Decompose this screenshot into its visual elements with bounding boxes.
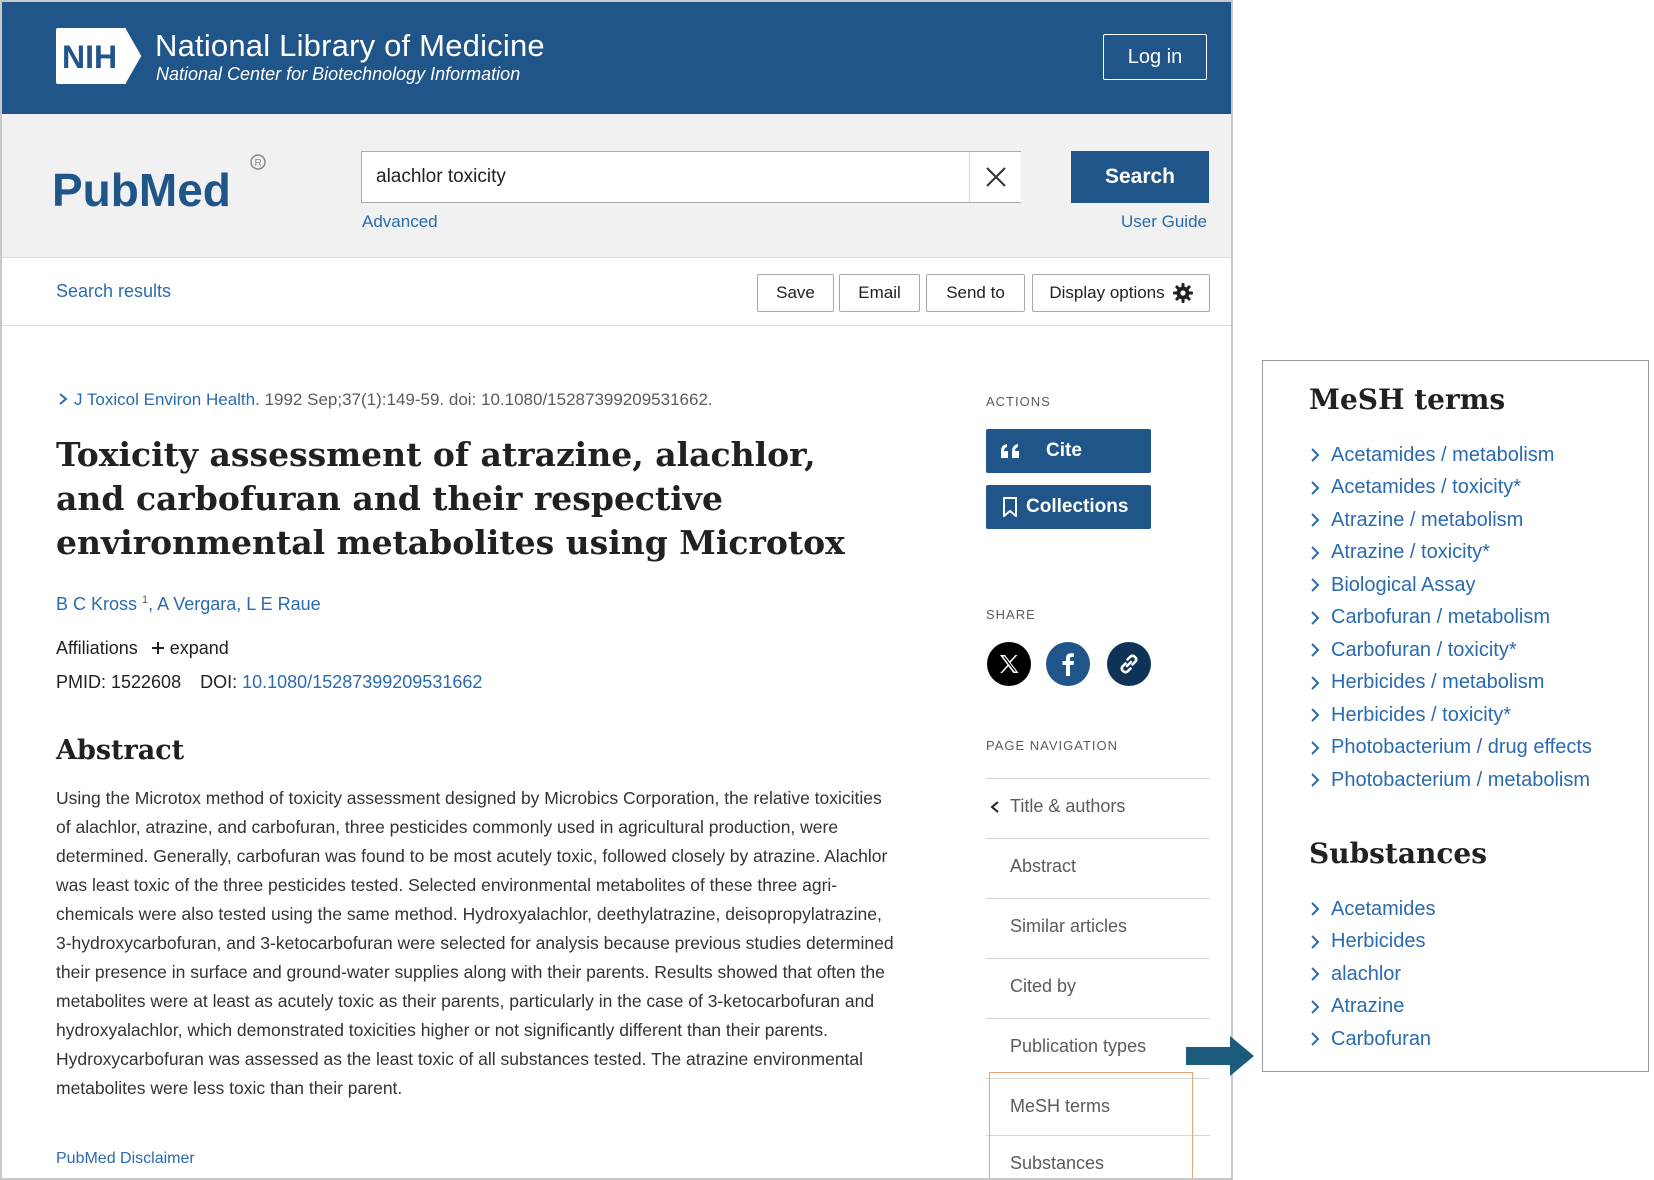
mesh-term-label: Herbicides / toxicity*: [1331, 703, 1512, 726]
journal-link[interactable]: J Toxicol Environ Health.: [74, 390, 260, 409]
nav-cited-by[interactable]: Cited by: [986, 958, 1210, 1014]
expand-label: expand: [169, 638, 229, 658]
login-button[interactable]: Log in: [1103, 34, 1207, 80]
email-button[interactable]: Email: [839, 274, 920, 312]
author-link[interactable]: B C Kross: [56, 594, 138, 614]
substance-item[interactable]: [1309, 926, 1436, 959]
mesh-term-label: Atrazine / metabolism: [1331, 508, 1524, 531]
chevron-right-icon: [1309, 740, 1331, 756]
chevron-right-icon: [1309, 577, 1331, 593]
bookmark-icon: [1002, 497, 1018, 517]
share-permalink-button[interactable]: [1107, 642, 1151, 686]
x-icon: [997, 652, 1021, 676]
share-x-button[interactable]: [987, 642, 1031, 686]
chevron-left-icon: [986, 800, 1010, 814]
close-icon: [985, 166, 1007, 188]
abstract-text: Using the Microtox method of toxicity assessment designed by Microbics Corporation, the relative toxicities of alachlor, atrazine, and carbofuran, three pesticides commonly used in agricultural production, were determined. Generally, carbofuran was found to be most acutely toxic, followed closely by atrazine. Alachlor was least toxic of the three pesticides tested. Selected environmental metabolites of these three agri-chemicals were also tested using the same method. Hydroxyalachlor, deethylatrazine, deisopropylatrazine, 3-hydroxycarbofuran, and 3-ketocarbofuran were selected for analysis because previous studies determined their presence in surface and ground-water supplies along with their parents. Results showed that often the metabolites were at least as acutely toxic as their parents, particularly in the case of 3-ketocarbofuran and hydroxyalachlor, which demonstrated toxicities higher or not significantly different than their parents. Hydroxycarbofuran was assessed as the least toxic of all substances tested. The atrazine environmental metabolites were less toxic than their parent.: [56, 788, 894, 1098]
chevron-right-icon: [1309, 901, 1331, 917]
chevron-right-icon: [1309, 545, 1331, 561]
expand-affiliations-button[interactable]: [151, 638, 229, 658]
mesh-term-label: Biological Assay: [1331, 573, 1476, 596]
facebook-icon: [1061, 652, 1075, 676]
mesh-term-label: Acetamides / toxicity*: [1331, 476, 1522, 499]
affiliation-marker[interactable]: 1: [142, 594, 149, 606]
pubmed-logo[interactable]: [52, 144, 277, 230]
search-button[interactable]: Search: [1071, 151, 1209, 203]
mesh-term-item[interactable]: [1309, 764, 1592, 797]
send-to-button[interactable]: Send to: [926, 274, 1025, 312]
mesh-terms-heading: MeSH terms: [1309, 383, 1506, 416]
chevron-right-icon: [1309, 447, 1331, 463]
substance-item[interactable]: [1309, 991, 1436, 1024]
svg-text:R: R: [254, 158, 262, 169]
clear-search-button[interactable]: [969, 152, 1021, 202]
search-box: [361, 151, 1021, 203]
cite-button[interactable]: [986, 429, 1151, 473]
mesh-term-item[interactable]: [1309, 732, 1592, 765]
substance-label: Acetamides: [1331, 897, 1436, 920]
actions-heading: ACTIONS: [986, 394, 1051, 409]
substance-label: alachlor: [1331, 962, 1402, 985]
doi-link[interactable]: 10.1080/15287399209531662: [242, 672, 483, 692]
doi-label: DOI:: [200, 672, 238, 692]
affiliations-label: Affiliations: [56, 638, 138, 658]
chevron-right-icon: [1309, 480, 1331, 496]
mesh-term-item[interactable]: [1309, 439, 1592, 472]
chevron-right-icon: [1309, 512, 1331, 528]
chevron-right-icon: [1309, 999, 1331, 1015]
mesh-terms-panel: [1262, 360, 1649, 1072]
mesh-term-label: Atrazine / toxicity*: [1331, 541, 1490, 564]
mesh-term-item[interactable]: [1309, 569, 1592, 602]
mesh-term-item[interactable]: [1309, 472, 1592, 505]
nih-subtitle: National Center for Biotechnology Information: [156, 64, 521, 84]
highlight-box: [989, 1072, 1193, 1180]
nih-logo-icon[interactable]: [54, 26, 146, 86]
mesh-term-item[interactable]: [1309, 667, 1592, 700]
mesh-term-list: [1309, 439, 1592, 797]
mesh-term-item[interactable]: [1309, 602, 1592, 635]
nih-badge-text: NIH: [62, 39, 118, 75]
nav-mesh-terms[interactable]: MeSH terms: [986, 1078, 1210, 1134]
pubmed-logo-text: PubMed: [52, 164, 231, 216]
chevron-right-icon: [1309, 707, 1331, 723]
search-band: [2, 114, 1231, 258]
chevron-right-icon: [1309, 772, 1331, 788]
gear-icon: [1173, 283, 1193, 303]
mesh-term-label: Carbofuran / toxicity*: [1331, 638, 1517, 661]
substance-item[interactable]: [1309, 893, 1436, 926]
pubmed-disclaimer-link[interactable]: PubMed Disclaimer: [56, 1150, 195, 1167]
nav-publication-types[interactable]: Publication types: [986, 1018, 1210, 1074]
chevron-right-icon: [1309, 934, 1331, 950]
nav-item-label: Title & authors: [1010, 796, 1126, 816]
collections-label: Collections: [1026, 496, 1129, 517]
nih-header: [2, 2, 1231, 114]
journal-citation: [56, 390, 713, 410]
article-title: Toxicity assessment of atrazine, alachlor, and carbofuran and their respective environmental metabolites using Microtox: [56, 435, 845, 562]
pmid: PMID: 1522608: [56, 672, 182, 692]
mesh-term-item[interactable]: [1309, 537, 1592, 570]
plus-icon: [151, 641, 165, 655]
chevron-right-icon: [1309, 966, 1331, 982]
substances-heading: Substances: [1309, 837, 1487, 870]
nav-similar-articles[interactable]: Similar articles: [986, 898, 1210, 954]
substance-item[interactable]: [1309, 958, 1436, 991]
search-results-link[interactable]: Search results: [56, 281, 172, 301]
mesh-term-label: Carbofuran / metabolism: [1331, 606, 1550, 629]
nav-substances[interactable]: Substances: [986, 1135, 1210, 1180]
link-icon: [1117, 652, 1141, 676]
substance-list: [1309, 893, 1436, 1056]
mesh-term-item[interactable]: [1309, 699, 1592, 732]
mesh-term-label: Photobacterium / drug effects: [1331, 736, 1592, 759]
display-options-button[interactable]: [1032, 274, 1210, 312]
abstract-heading: Abstract: [56, 735, 185, 766]
identifiers-row: [56, 672, 482, 693]
mesh-term-label: Photobacterium / metabolism: [1331, 768, 1591, 791]
quote-icon: [1000, 442, 1022, 460]
substance-item[interactable]: [1309, 1023, 1436, 1056]
mesh-term-item[interactable]: [1309, 634, 1592, 667]
nih-title: National Library of Medicine: [155, 28, 545, 63]
chevron-right-icon: [56, 392, 70, 406]
share-heading: SHARE: [986, 607, 1036, 622]
results-toolbar: [2, 258, 1231, 326]
page-navigation-heading: PAGE NAVIGATION: [986, 738, 1119, 753]
nav-abstract[interactable]: Abstract: [986, 838, 1210, 894]
save-button[interactable]: Save: [757, 274, 834, 312]
search-input[interactable]: [376, 152, 956, 202]
author-links[interactable]: , A Vergara, L E Raue: [148, 594, 321, 614]
chevron-right-icon: [1309, 1031, 1331, 1047]
affiliations-row: [56, 638, 229, 659]
substance-label: Atrazine: [1331, 995, 1405, 1018]
substance-label: Herbicides: [1331, 930, 1426, 953]
chevron-right-icon: [1309, 610, 1331, 626]
mesh-term-label: Acetamides / metabolism: [1331, 443, 1555, 466]
share-facebook-button[interactable]: [1046, 642, 1090, 686]
citation-text: 1992 Sep;37(1):149-59. doi: 10.1080/15287399209531662.: [259, 390, 713, 409]
author-list: [56, 594, 321, 615]
cite-label: Cite: [1046, 440, 1082, 461]
arrow-right-icon: [1186, 1036, 1254, 1076]
user-guide-link[interactable]: User Guide: [1121, 212, 1207, 231]
chevron-right-icon: [1309, 642, 1331, 658]
advanced-search-link[interactable]: Advanced: [362, 212, 438, 231]
chevron-right-icon: [1309, 675, 1331, 691]
nav-title-authors[interactable]: [986, 778, 1210, 834]
substance-label: Carbofuran: [1331, 1027, 1432, 1050]
display-options-label: Display options: [1049, 283, 1165, 302]
mesh-term-label: Herbicides / metabolism: [1331, 671, 1545, 694]
mesh-term-item[interactable]: [1309, 504, 1592, 537]
collections-button[interactable]: [986, 485, 1151, 529]
